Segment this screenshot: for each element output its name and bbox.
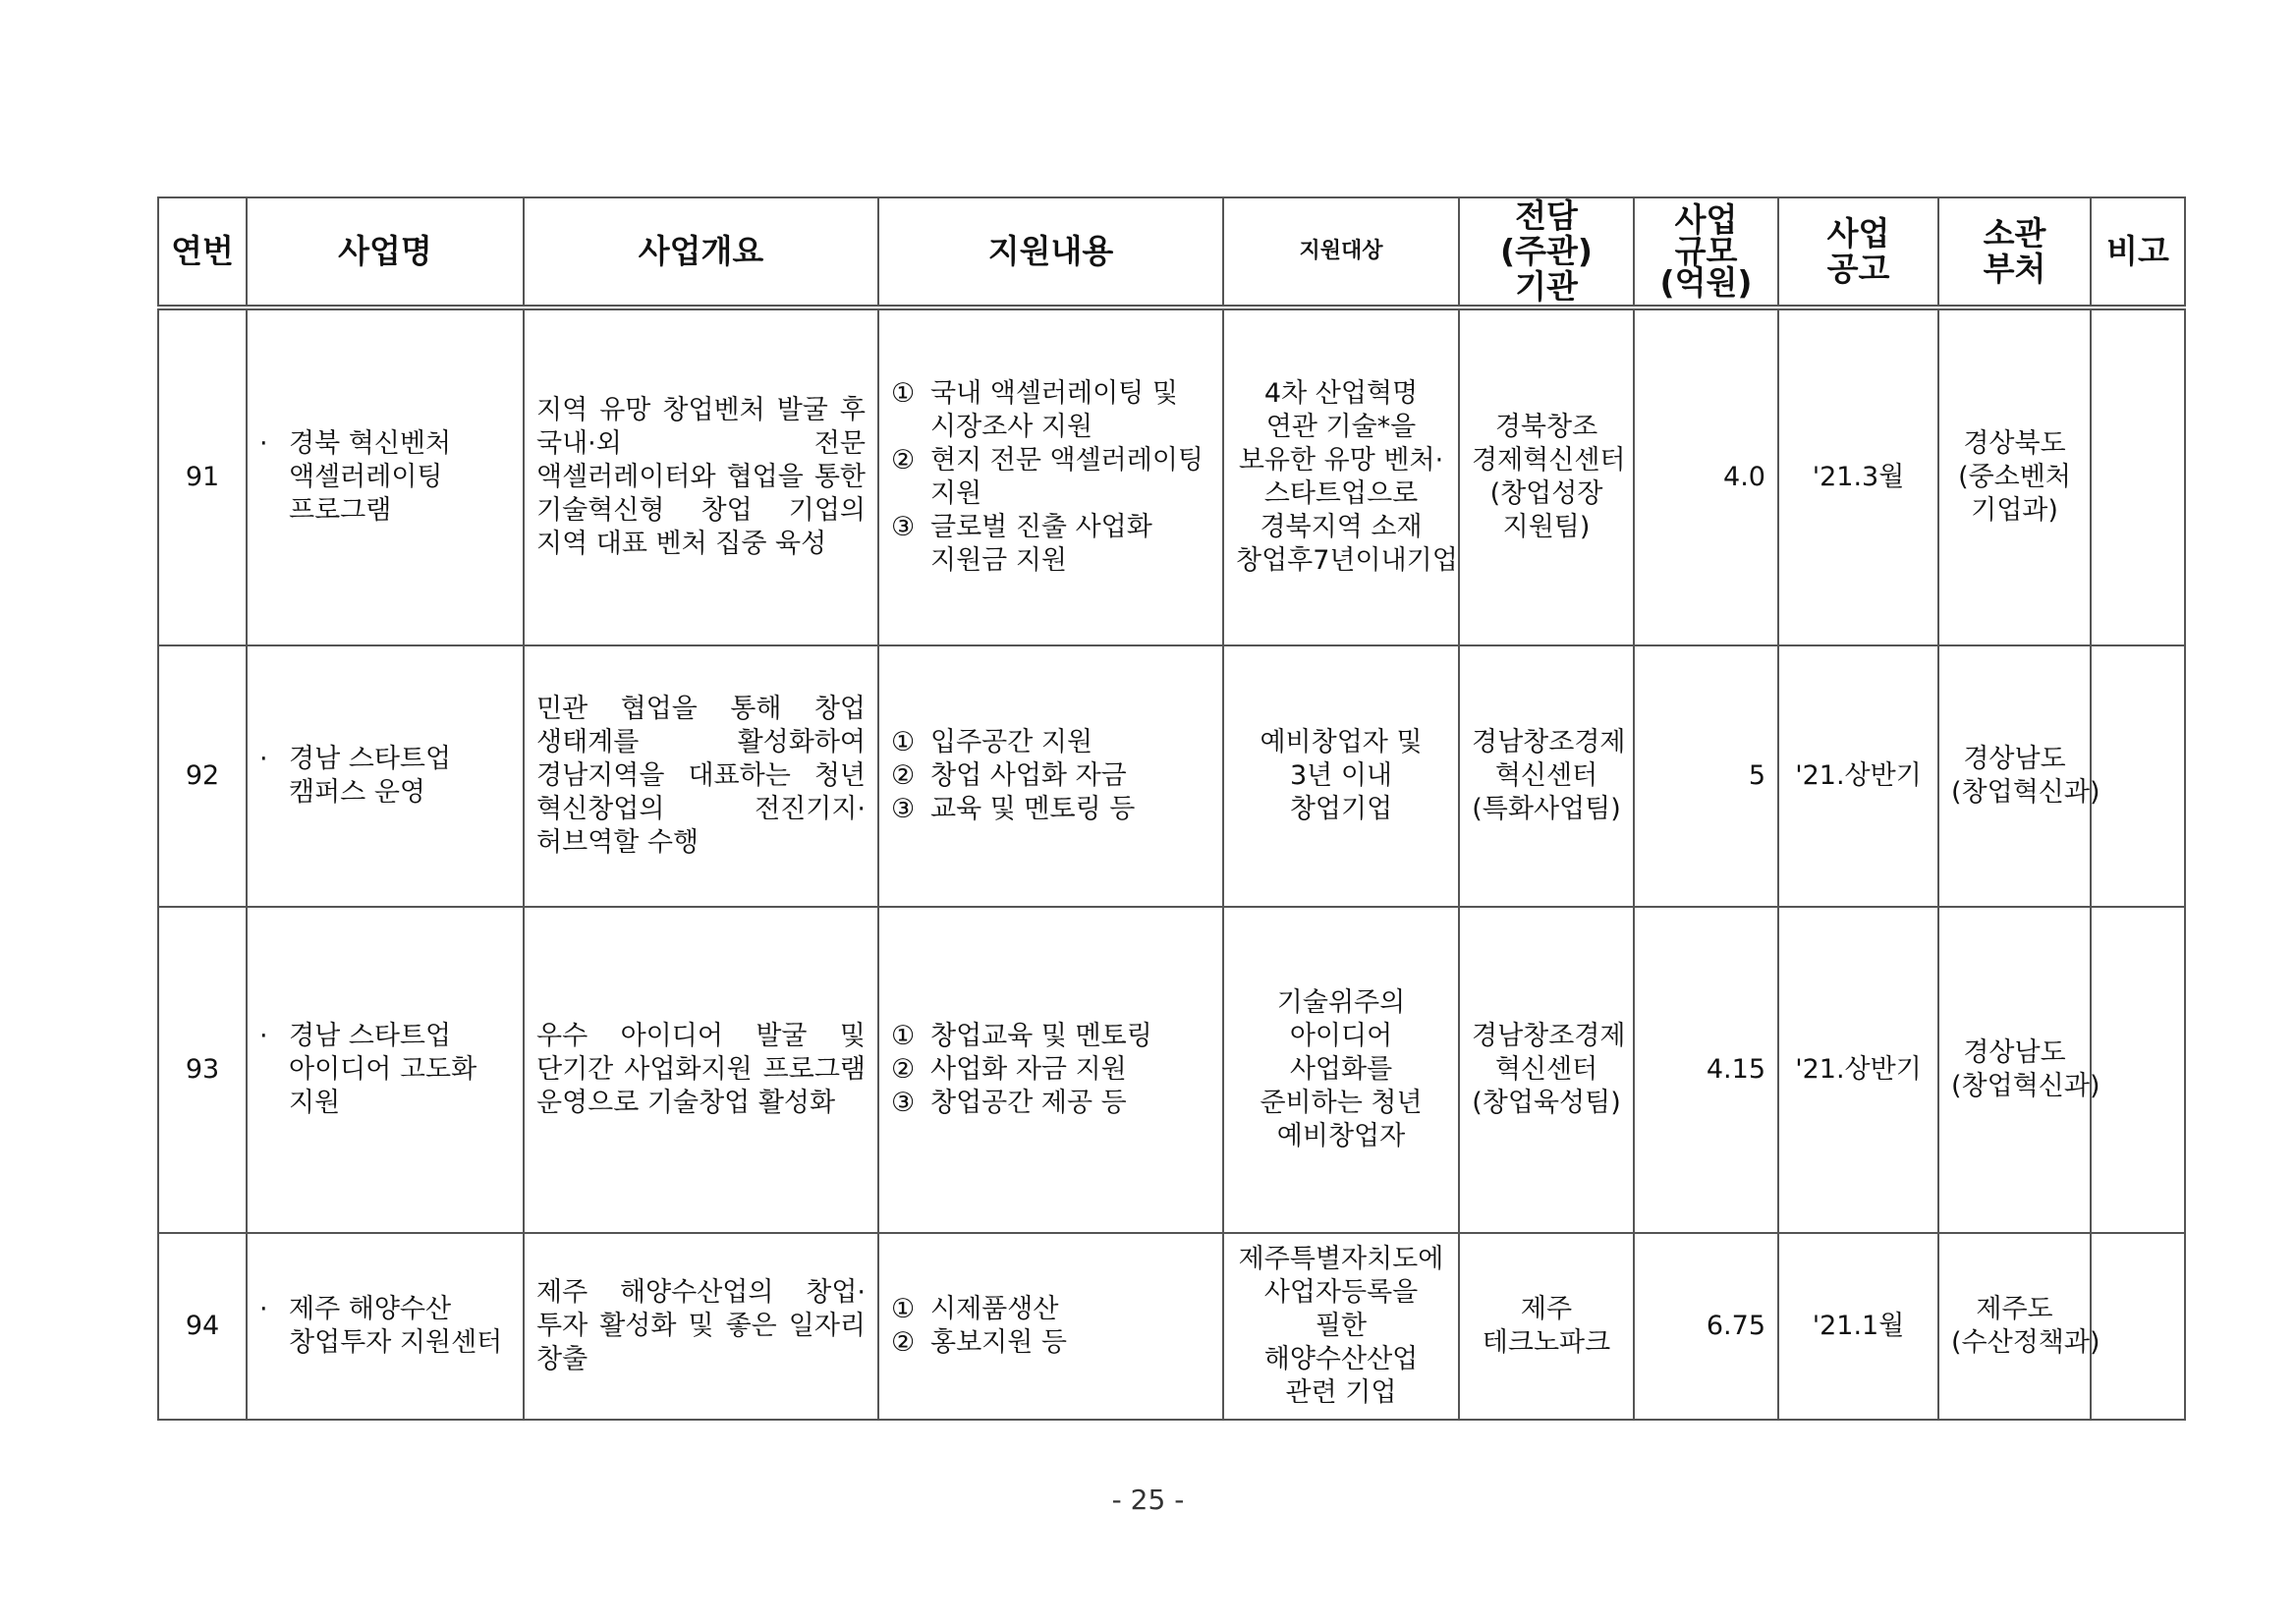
item-text: 홍보지원 등 [930, 1327, 1067, 1358]
item-text: 사업화 자금 지원 [930, 1054, 1127, 1085]
row-notice: '21.상반기 [1778, 907, 1938, 1233]
bullet-mark: · [259, 1021, 268, 1051]
item-number: ② [891, 445, 916, 476]
row-note [2091, 308, 2185, 645]
table-header-row [158, 197, 2185, 308]
row-agency: 제주 테크노파크 [1459, 1233, 1634, 1420]
row-note [2091, 1233, 2185, 1420]
row-name-cell [247, 308, 524, 645]
item-text: 글로벌 진출 사업화 지원금 지원 [930, 512, 1152, 576]
header-support: 지원내용 [878, 197, 1223, 308]
row-agency: 경남창조경제 혁신센터 (창업육성팀) [1459, 907, 1634, 1233]
support-item [891, 1053, 1210, 1087]
row-agency: 경남창조경제 혁신센터 (특화사업팀) [1459, 645, 1634, 907]
item-number: ① [891, 378, 916, 409]
row-overview: 민관 협업을 통해 창업 생태계를 활성화하여 경남지역을 대표하는 청년 혁신창업의 전진기지·허브역할 수행 [524, 645, 878, 907]
item-text: 시제품생산 [930, 1294, 1059, 1324]
row-support-cell [878, 308, 1223, 645]
table-row [158, 645, 2185, 907]
row-overview: 지역 유망 창업벤처 발굴 후 국내·외 전문 액셀러레이터와 협업을 통한 기술혁신형 창업 기업의 지역 대표 벤처 집중 육성 [524, 308, 878, 645]
row-scale: 4.0 [1634, 308, 1778, 645]
row-notice: '21.상반기 [1778, 645, 1938, 907]
row-note [2091, 907, 2185, 1233]
header-notice: 사업 공고 [1778, 197, 1938, 308]
item-text: 교육 및 멘토링 등 [930, 794, 1136, 824]
item-text: 창업공간 제공 등 [930, 1088, 1127, 1118]
row-no: 93 [158, 907, 247, 1233]
support-item [891, 759, 1210, 793]
row-agency: 경북창조 경제혁신센터 (창업성장 지원팀) [1459, 308, 1634, 645]
row-ministry: 경상북도 (중소벤처 기업과) [1938, 308, 2091, 645]
row-target: 기술위주의 아이디어 사업화를 준비하는 청년 예비창업자 [1223, 907, 1459, 1233]
item-number: ③ [891, 512, 916, 542]
item-text: 창업 사업화 자금 [930, 760, 1127, 791]
row-overview: 제주 해양수산업의 창업·투자 활성화 및 좋은 일자리 창출 [524, 1233, 878, 1420]
support-item [891, 444, 1210, 511]
row-notice: '21.1월 [1778, 1233, 1938, 1420]
row-ministry: 경상남도 (창업혁신과) [1938, 645, 2091, 907]
row-name: 경남 스타트업 캠퍼스 운영 [289, 744, 452, 808]
page-number: - 25 - [1111, 1484, 1185, 1516]
row-name-cell [247, 907, 524, 1233]
item-text: 창업교육 및 멘토링 [930, 1021, 1152, 1051]
header-ministry: 소관 부처 [1938, 197, 2091, 308]
row-name: 경남 스타트업 아이디어 고도화 지원 [289, 1021, 477, 1118]
row-notice: '21.3월 [1778, 308, 1938, 645]
row-support-cell [878, 1233, 1223, 1420]
support-item [891, 511, 1210, 578]
support-item [891, 1293, 1210, 1326]
business-table [157, 196, 2186, 1421]
item-text: 현지 전문 액셀러레이팅 지원 [930, 445, 1204, 509]
support-item [891, 1020, 1210, 1053]
row-scale: 5 [1634, 645, 1778, 907]
header-agency: 전담(주관) 기관 [1459, 197, 1634, 308]
table-row [158, 308, 2185, 645]
row-support-cell [878, 907, 1223, 1233]
table-row [158, 1233, 2185, 1420]
item-number: ③ [891, 794, 916, 824]
row-no: 91 [158, 308, 247, 645]
item-number: ③ [891, 1088, 916, 1118]
item-number: ② [891, 1327, 916, 1358]
row-no: 94 [158, 1233, 247, 1420]
row-scale: 4.15 [1634, 907, 1778, 1233]
row-target: 4차 산업혁명 연관 기술*을 보유한 유망 벤처·스타트업으로 경북지역 소재 창업후7년이내기업 [1223, 308, 1459, 645]
row-target: 예비창업자 및 3년 이내 창업기업 [1223, 645, 1459, 907]
row-name: 제주 해양수산 창업투자 지원센터 [289, 1294, 503, 1358]
bullet-mark: · [259, 1294, 268, 1324]
row-note [2091, 645, 2185, 907]
header-no: 연번 [158, 197, 247, 308]
row-target: 제주특별자치도에 사업자등록을 필한 해양수산산업 관련 기업 [1223, 1233, 1459, 1420]
support-item [891, 1326, 1210, 1360]
header-name: 사업명 [247, 197, 524, 308]
row-ministry: 경상남도 (창업혁신과) [1938, 907, 2091, 1233]
header-note: 비고 [2091, 197, 2185, 308]
item-number: ① [891, 1294, 916, 1324]
row-no: 92 [158, 645, 247, 907]
row-name-cell [247, 645, 524, 907]
item-text: 입주공간 지원 [930, 727, 1093, 757]
row-ministry: 제주도 (수산정책과) [1938, 1233, 2091, 1420]
item-number: ① [891, 1021, 916, 1051]
header-scale: 사업 규모 (억원) [1634, 197, 1778, 308]
row-overview: 우수 아이디어 발굴 및 단기간 사업화지원 프로그램 운영으로 기술창업 활성화 [524, 907, 878, 1233]
row-support-cell [878, 645, 1223, 907]
support-item [891, 793, 1210, 826]
support-item [891, 1087, 1210, 1120]
row-name: 경북 혁신벤처 액셀러레이팅 프로그램 [289, 428, 452, 526]
support-item [891, 377, 1210, 444]
item-number: ① [891, 727, 916, 757]
table-row [158, 907, 2185, 1233]
row-name-cell [247, 1233, 524, 1420]
bullet-mark: · [259, 428, 268, 459]
row-scale: 6.75 [1634, 1233, 1778, 1420]
bullet-mark: · [259, 744, 268, 774]
item-number: ② [891, 760, 916, 791]
item-number: ② [891, 1054, 916, 1085]
item-text: 국내 액셀러레이팅 및 시장조사 지원 [930, 378, 1178, 442]
support-item [891, 726, 1210, 759]
header-target: 지원대상 [1223, 197, 1459, 308]
header-overview: 사업개요 [524, 197, 878, 308]
